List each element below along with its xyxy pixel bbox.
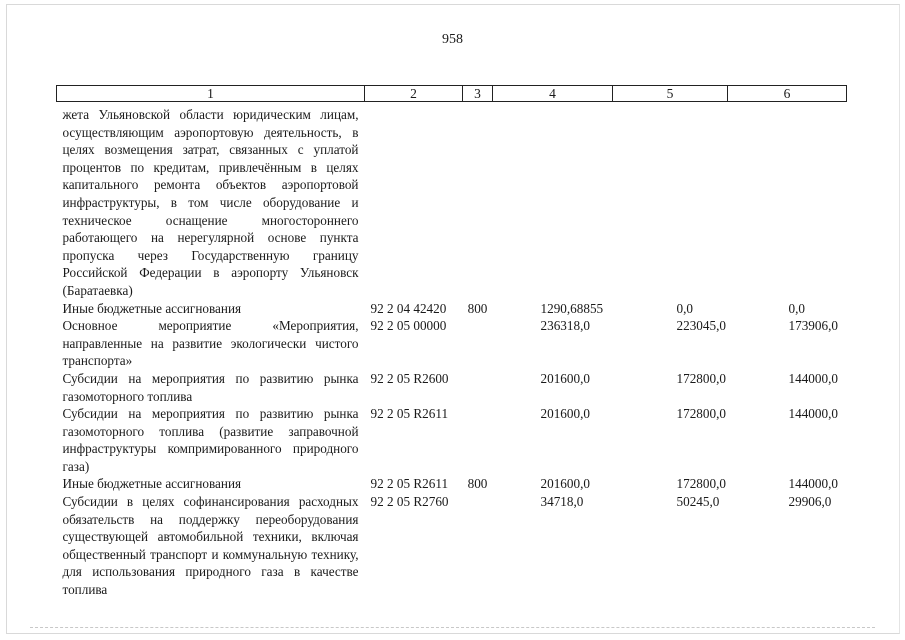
row-value-5: 172800,0 [676,406,726,422]
table-row [57,317,847,370]
row-value-6: 144000,0 [788,406,838,422]
header-col-1: 1 [57,86,365,102]
table-header-row [57,86,847,102]
row-value-6: 29906,0 [788,494,832,510]
row-name: Субсидии на мероприятия по развитию рынка газомоторного топлива [62,370,359,404]
row-value-4: 201600,0 [540,370,590,386]
row-name: жета Ульяновской области юридическим лицам, осуществляющим аэропортовую деятельность, в целях возмещения затрат, связанных с уплатой процентов по кредитам, привлечённым в целях капитального ремонта объектов аэропортовой инфраструктуры, в том числе оборудование и техническое оснащение многостороннего работающего на нерегулярной основе пункта пропуска через Государственную границу Российской Федерации в аэропорту Ульяновск (Баратаевка) [62,107,359,298]
row-code [365,106,463,300]
table-row [57,475,847,493]
row-value-4: 236318,0 [540,318,590,334]
row-value-6: 144000,0 [788,476,838,492]
row-kvr [463,370,493,405]
header-col-6: 6 [728,86,847,102]
row-value-6: 173906,0 [788,318,838,334]
row-name: Субсидии на мероприятия по развитию рынка газомоторного топлива (развитие заправочной инфраструктуры компримированного природного газа) [62,406,359,474]
row-code: 92 2 04 42420 [370,300,447,316]
row-code: 92 2 05 R2611 [370,476,449,492]
row-code: 92 2 05 R2611 [370,406,449,422]
row-value-5: 172800,0 [676,370,726,386]
table-row [57,300,847,318]
row-kvr: 800 [467,300,488,316]
row-value-5: 50245,0 [676,494,720,510]
row-kvr [463,317,493,370]
row-kvr [463,493,493,599]
table-row [57,370,847,405]
row-kvr [463,405,493,475]
header-col-5: 5 [613,86,728,102]
row-name: Основное мероприятие «Мероприятия, направленные на развитие экологически чистого транспорта» [62,318,359,369]
row-name: Иные бюджетные ассигнования [62,476,242,492]
row-kvr [463,106,493,300]
header-col-3: 3 [463,86,493,102]
row-code: 92 2 05 00000 [370,318,447,334]
table-row [57,106,847,300]
table-row [57,405,847,475]
row-code: 92 2 05 R2600 [370,370,449,386]
row-code: 92 2 05 R2760 [370,494,449,510]
row-value-5: 0,0 [676,300,693,316]
row-value-4: 34718,0 [540,494,584,510]
header-col-2: 2 [365,86,463,102]
table-row [57,493,847,599]
row-value-4: 201600,0 [540,476,590,492]
row-value-6 [728,106,847,300]
row-value-4 [493,106,613,300]
row-value-5: 223045,0 [676,318,726,334]
row-value-4: 201600,0 [540,406,590,422]
row-name: Иные бюджетные ассигнования [62,300,242,316]
row-value-5: 172800,0 [676,476,726,492]
scan-edge-line [30,627,875,628]
header-col-4: 4 [493,86,613,102]
row-value-6: 0,0 [788,300,805,316]
row-kvr: 800 [467,476,488,492]
row-value-6: 144000,0 [788,370,838,386]
row-value-4: 1290,68855 [540,300,604,316]
page-number: 958 [442,32,463,47]
row-name: Субсидии в целях софинансирования расходных обязательств на поддержку переоборудования существующей автомобильной техники, включая общественный транспорт и коммунальную технику, для использования природного газа в качестве топлива [62,494,359,598]
row-value-5 [613,106,728,300]
budget-table [56,85,847,599]
